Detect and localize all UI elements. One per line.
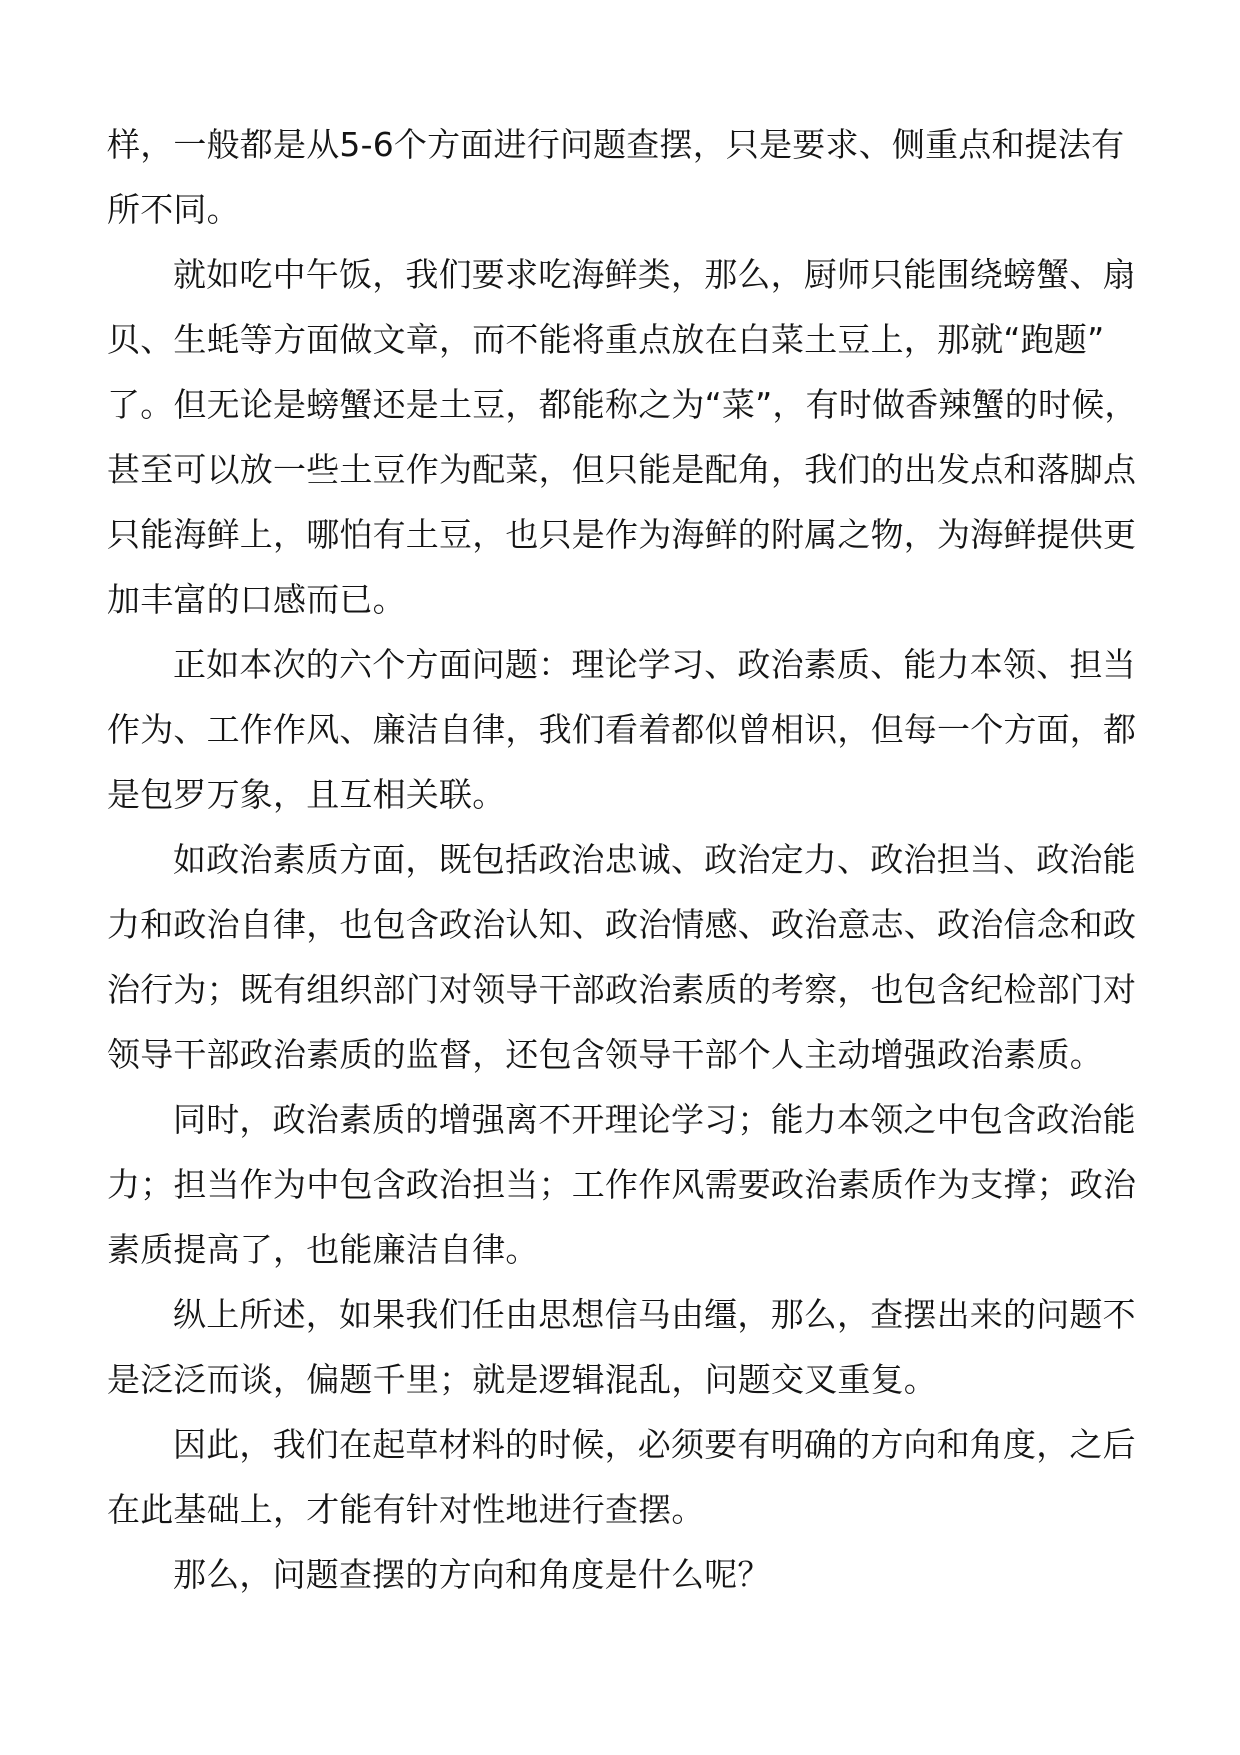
text-line: 力；担当作为中包含政治担当；工作作风需要政治素质作为支撑；政治 [107, 1165, 1137, 1204]
paragraph [107, 1412, 1147, 1542]
text-line: 如政治素质方面，既包括政治忠诚、政治定力、政治担当、政治能 [173, 840, 1136, 879]
text-line: 了。但无论是螃蟹还是土豆，都能称之为“菜”，有时做香辣蟹的时候， [107, 385, 1138, 424]
text-line: 因此，我们在起草材料的时候，必须要有明确的方向和角度，之后 [173, 1425, 1136, 1464]
paragraph [107, 827, 1147, 1087]
paragraph [107, 1282, 1147, 1412]
text-line: 力和政治自律，也包含政治认知、政治情感、政治意志、政治信念和政 [107, 905, 1137, 944]
paragraph [107, 112, 1147, 242]
text-line: 是泛泛而谈，偏题千里；就是逻辑混乱，问题交叉重复。 [107, 1360, 937, 1399]
text-line: 同时，政治素质的增强离不开理论学习；能力本领之中包含政治能 [173, 1100, 1136, 1139]
text-line: 正如本次的六个方面问题：理论学习、政治素质、能力本领、担当 [173, 645, 1136, 684]
paragraph [107, 1087, 1147, 1282]
text-line: 领导干部政治素质的监督，还包含领导干部个人主动增强政治素质。 [107, 1035, 1103, 1074]
paragraph [107, 242, 1147, 632]
text-line: 样，一般都是从5-6个方面进行问题查摆，只是要求、侧重点和提法有 [107, 125, 1125, 164]
text-line: 是包罗万象，且互相关联。 [107, 775, 506, 814]
text-line: 治行为；既有组织部门对领导干部政治素质的考察，也包含纪检部门对 [107, 970, 1137, 1009]
text-line: 素质提高了，也能廉洁自律。 [107, 1230, 539, 1269]
text-line: 贝、生蚝等方面做文章，而不能将重点放在白菜土豆上，那就“跑题” [107, 320, 1105, 359]
text-line: 作为、工作作风、廉洁自律，我们看着都似曾相识，但每一个方面，都 [107, 710, 1137, 749]
text-line: 那么，问题查摆的方向和角度是什么呢？ [173, 1555, 771, 1594]
text-line: 在此基础上，才能有针对性地进行查摆。 [107, 1490, 705, 1529]
text-line: 甚至可以放一些土豆作为配菜，但只能是配角，我们的出发点和落脚点 [107, 450, 1137, 489]
paragraph [107, 1542, 1147, 1607]
text-line: 就如吃中午饭，我们要求吃海鲜类，那么，厨师只能围绕螃蟹、扇 [173, 255, 1136, 294]
paragraph [107, 632, 1147, 827]
document-body [107, 112, 1147, 1607]
text-line: 加丰富的口感而已。 [107, 580, 406, 619]
text-line: 只能海鲜上，哪怕有土豆，也只是作为海鲜的附属之物，为海鲜提供更 [107, 515, 1137, 554]
text-line: 所不同。 [107, 190, 240, 229]
text-line: 纵上所述，如果我们任由思想信马由缰，那么，查摆出来的问题不 [173, 1295, 1136, 1334]
